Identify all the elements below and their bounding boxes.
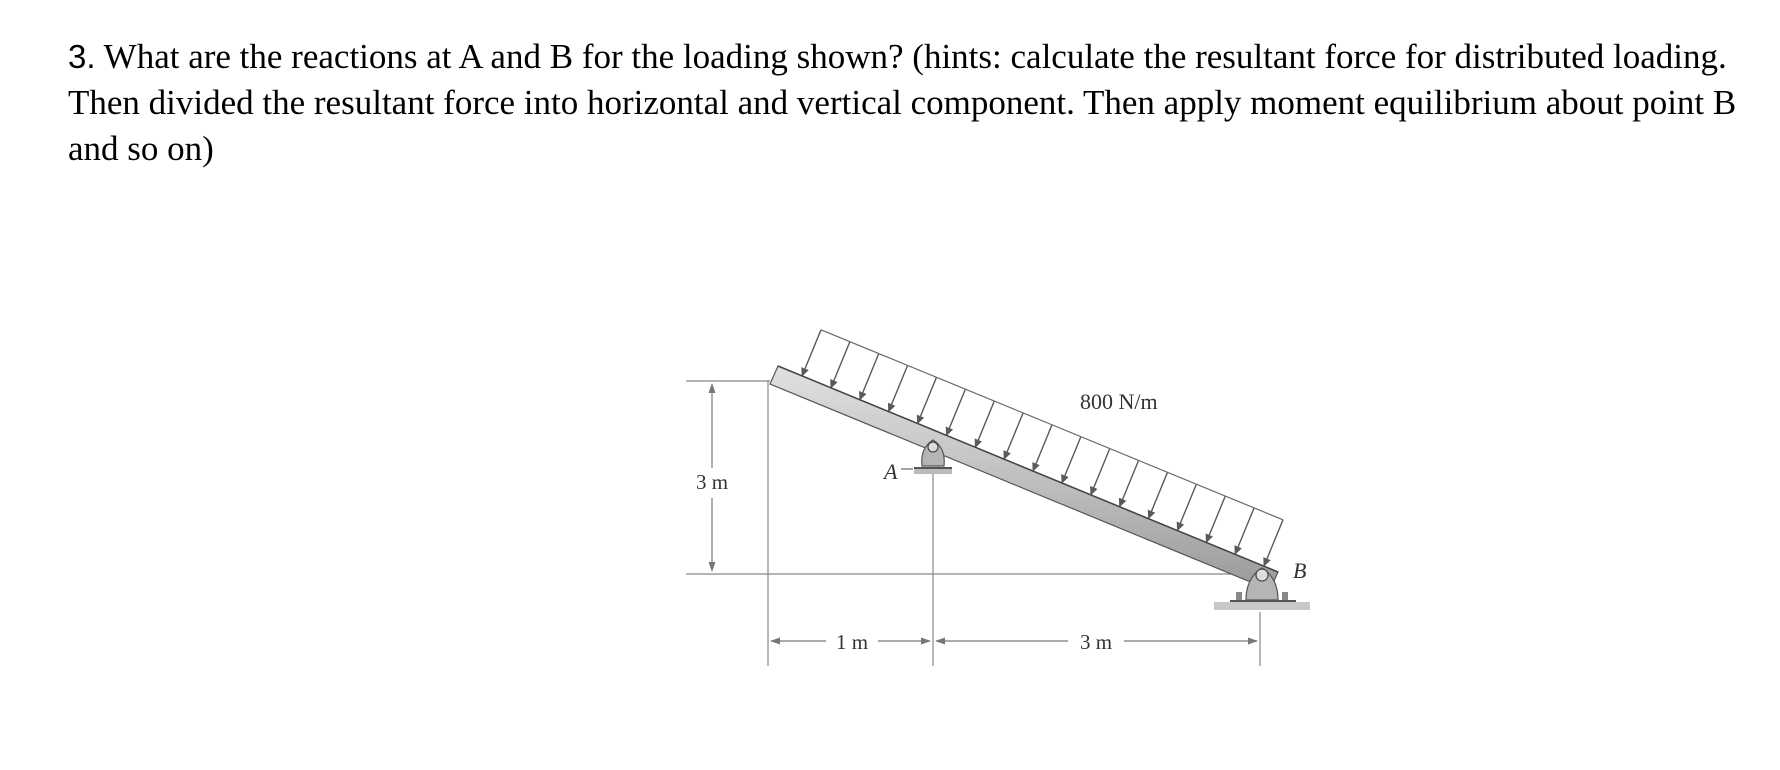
question-number: 3. (68, 38, 96, 75)
distributed-load-arrows (802, 330, 1283, 566)
load-arrow (889, 365, 908, 411)
load-arrow (1062, 437, 1081, 483)
height-label: 3 m (695, 470, 729, 494)
load-arrow (860, 354, 879, 400)
left-span-label: 1 m (835, 630, 869, 654)
load-arrow (975, 401, 994, 447)
load-arrow (1235, 508, 1254, 554)
load-arrow (1033, 425, 1052, 471)
load-arrow (802, 330, 821, 376)
load-arrow (1206, 496, 1225, 542)
point-b-label: B (1293, 558, 1307, 583)
load-arrow (831, 342, 850, 388)
load-intensity-label: 800 N/m (1080, 389, 1158, 414)
point-a-label: A (884, 459, 898, 484)
load-arrow (1004, 413, 1023, 459)
load-arrow (918, 377, 937, 423)
beam-top-edge (778, 366, 1278, 572)
load-arrow (1177, 484, 1196, 530)
load-arrow (946, 389, 965, 435)
load-arrow (1264, 520, 1283, 566)
question-body: What are the reactions at A and B for the loading shown? (hints: calculate the resultant force for distributed loading. Then divided the resultant force into horizontal and vertical component. Then apply moment equilibrium about point B and so on) (68, 37, 1737, 168)
right-span-label: 3 m (1079, 630, 1113, 654)
load-arrow (1120, 460, 1139, 506)
load-arrow (1091, 449, 1110, 495)
load-arrow (1149, 472, 1168, 518)
inclined-beam (770, 366, 1278, 590)
